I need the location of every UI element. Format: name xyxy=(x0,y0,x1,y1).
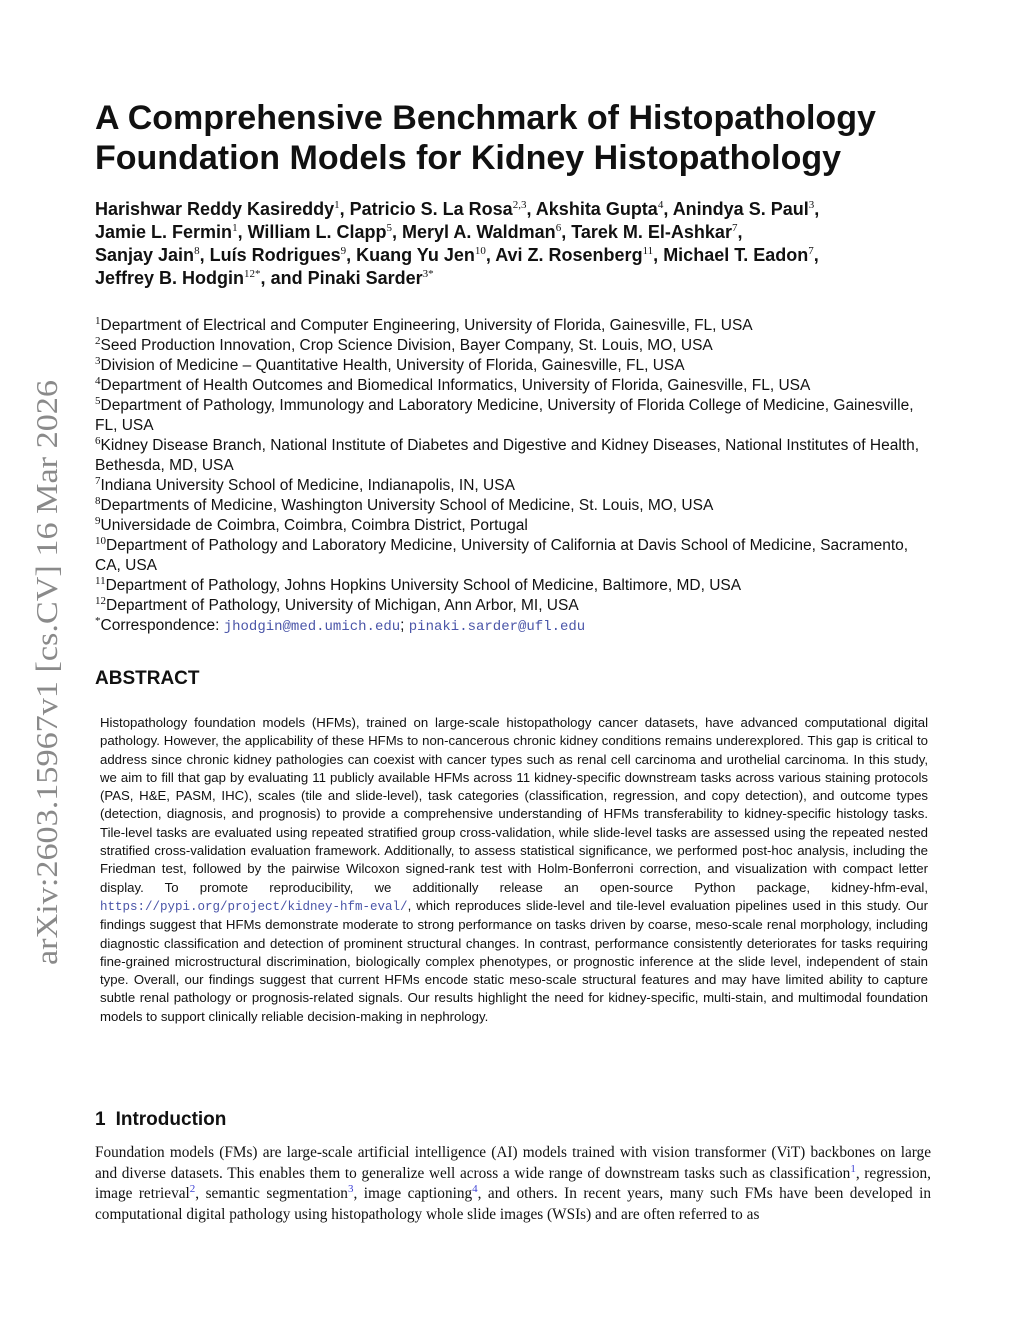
email-link-hodgin[interactable]: jhodgin@med.umich.edu xyxy=(223,619,401,635)
package-link[interactable]: https://pypi.org/project/kidney-hfm-eval/ xyxy=(100,899,408,914)
affiliation: $^9$Universidade de Coimbra, Coimbra, Coimbra District, Portugal xyxy=(95,514,528,534)
author: William L. Clapp$^5$, xyxy=(247,222,397,242)
affiliation: $^{11}$Department of Pathology, Johns Hopkins University School of Medicine, Baltimore, MD, USA xyxy=(95,574,742,594)
author: Jeffrey B. Hodgin$^{12*}$, xyxy=(95,268,266,288)
affiliation: $^8$Departments of Medicine, Washington University School of Medicine, St. Louis, MO, USA xyxy=(95,494,714,514)
author: Jamie L. Fermin$^1$, xyxy=(95,222,243,242)
arxiv-watermark xyxy=(21,380,71,970)
paper-title xyxy=(95,98,935,178)
author-list xyxy=(95,198,935,290)
author: Michael T. Eadon$^7$, xyxy=(663,245,819,265)
abstract-heading: ABSTRACT xyxy=(95,668,200,689)
email-link-sarder[interactable]: pinaki.sarder@ufl.edu xyxy=(408,619,586,635)
correspondence: *Correspondence: jhodgin@med.umich.edu; pinaki.sarder@ufl.edu xyxy=(95,614,586,635)
author: Meryl A. Waldman$^6$, xyxy=(401,222,567,242)
affiliation: $^2$Seed Production Innovation, Crop Science Division, Bayer Company, St. Louis, MO, USA xyxy=(95,334,713,354)
affiliation: $^{10}$Department of Pathology and Laboratory Medicine, University of California at Davis School of Medicine, Sacramento, CA, USA xyxy=(95,534,909,574)
section-heading-introduction: 1 Introduction xyxy=(95,1109,227,1130)
author: Kuang Yu Jen$^{10}$, xyxy=(356,245,491,265)
author: Tarek M. El-Ashkar$^7$, xyxy=(571,222,743,242)
author: Luís Rodrigues$^9$, xyxy=(209,245,352,265)
affiliation: $^4$Department of Health Outcomes and Biomedical Informatics, University of Florida, Gainesville, FL, USA xyxy=(95,374,811,394)
title-line-1: A Comprehensive Benchmark of Histopathology xyxy=(95,99,876,137)
citation-link[interactable]: 1 xyxy=(850,1162,856,1175)
citation-link[interactable]: 2 xyxy=(189,1182,196,1195)
author: Sanjay Jain$^8$, xyxy=(95,245,205,265)
author: and Pinaki Sarder$^{3*}$ xyxy=(270,268,434,288)
citation-link[interactable]: 4 xyxy=(472,1182,478,1195)
author: Anindya S. Paul$^3$, xyxy=(672,199,820,219)
affiliation: $^3$Division of Medicine – Quantitative Health, University of Florida, Gainesville, FL, USA xyxy=(95,354,685,374)
abstract-text: Histopathology foundation models (HFMs), trained on large-scale histopathology cancer datasets, have advanced computational digital pathology. However, the applicability of these HFMs to non-cancerous chronic kidney conditions remains underexplored. This gap is critical to address since chronic kidney pathologies can coexist with cancer types such as renal cell carcinoma and urothelial carcinoma. In this study, we aim to fill that gap by evaluating 11 publicly available HFMs across 11 kidney-specific downstream tasks across various staining protocols (PAS, H&E, PASM, IHC), scales (tile and slide-level), task categories (classification, regression, and copy detection), and outcome types (detection, diagnosis, and prognosis) to provide a comprehensive understanding of HFMs transferability to kidney-specific histology tasks. Tile-level tasks are evaluated using repeated stratified group cross-validation, while slide-level tasks are assessed using the repeated nested stratified cross-validation evaluation framework. Additionally, to assess statistical significance, we performed post-hoc analysis, including the Friedman test, followed by the pairwise Wilcoxon signed-rank test with Holm-Bonferroni correction, and visualization with compact letter display. To promote reproducibility, we additionally release an open-source Python package, kidney-hfm-eval, https://pypi.org/project/kidney-hfm-eval/, which reproduces slide-level and tile-level evaluation pipelines used in this study. Our findings suggest that HFMs demonstrate moderate to strong performance on tasks driven by coarse, meso-scale renal morphology, including diagnostic classification and detection of prominent structural changes. In contrast, performance consistently deteriorates for tasks requiring fine-grained microstructural discrimination, biologically complex phenotypes, or prognostic inference at the slide level, independent of stain type. Overall, our findings suggest that current HFMs encode static meso-scale structural features and may have limited ability to capture subtle renal pathology or prognosis-related signals. Our results highlight the need for kidney-specific, multi-stain, and multimodal foundation models to support clinically reliable decision-making in nephrology. xyxy=(100,715,928,1024)
affiliation: $^{12}$Department of Pathology, University of Michigan, Ann Arbor, MI, USA xyxy=(95,594,579,614)
author: Harishwar Reddy Kasireddy$^1$, xyxy=(95,199,345,219)
title-line-2: Foundation Models for Kidney Histopathology xyxy=(95,139,842,177)
author: Patricio S. La Rosa$^{2,3}$, xyxy=(349,199,532,219)
arxiv-identifier: arXiv:2603.15967v1 [cs.CV] 16 Mar 2026 xyxy=(29,434,64,965)
affiliation: $^5$Department of Pathology, Immunology and Laboratory Medicine, University of Florida College of Medicine, Gainesville, FL, USA xyxy=(95,394,914,434)
affiliation: $^1$Department of Electrical and Computer Engineering, University of Florida, Gainesville, FL, USA xyxy=(95,314,753,334)
author: Avi Z. Rosenberg$^{11}$, xyxy=(495,245,659,265)
affiliation-list xyxy=(95,316,935,637)
affiliation: $^7$Indiana University School of Medicine, Indianapolis, IN, USA xyxy=(95,474,515,494)
author: Akshita Gupta$^4$, xyxy=(535,199,669,219)
affiliation: $^6$Kidney Disease Branch, National Institute of Diabetes and Digestive and Kidney Diseases, National Institutes of Health, Bethesda, MD, USA xyxy=(95,434,920,474)
citation-link[interactable]: 3 xyxy=(347,1182,354,1195)
introduction-paragraph: Foundation models (FMs) are large-scale artificial intelligence (AI) models trained with vision transformer (ViT) backbones on large and diverse datasets. This enables them to generalize well across a wide range of downstream tasks such as classification$^1$, regression, image retrieval$^2$, semantic segmentation$^3$, image captioning$^4$, and others. In recent years, many such FMs have been developed in computational digital pathology using histopathology whole slide images (WSIs) and are often referred to as xyxy=(95,1144,932,1223)
